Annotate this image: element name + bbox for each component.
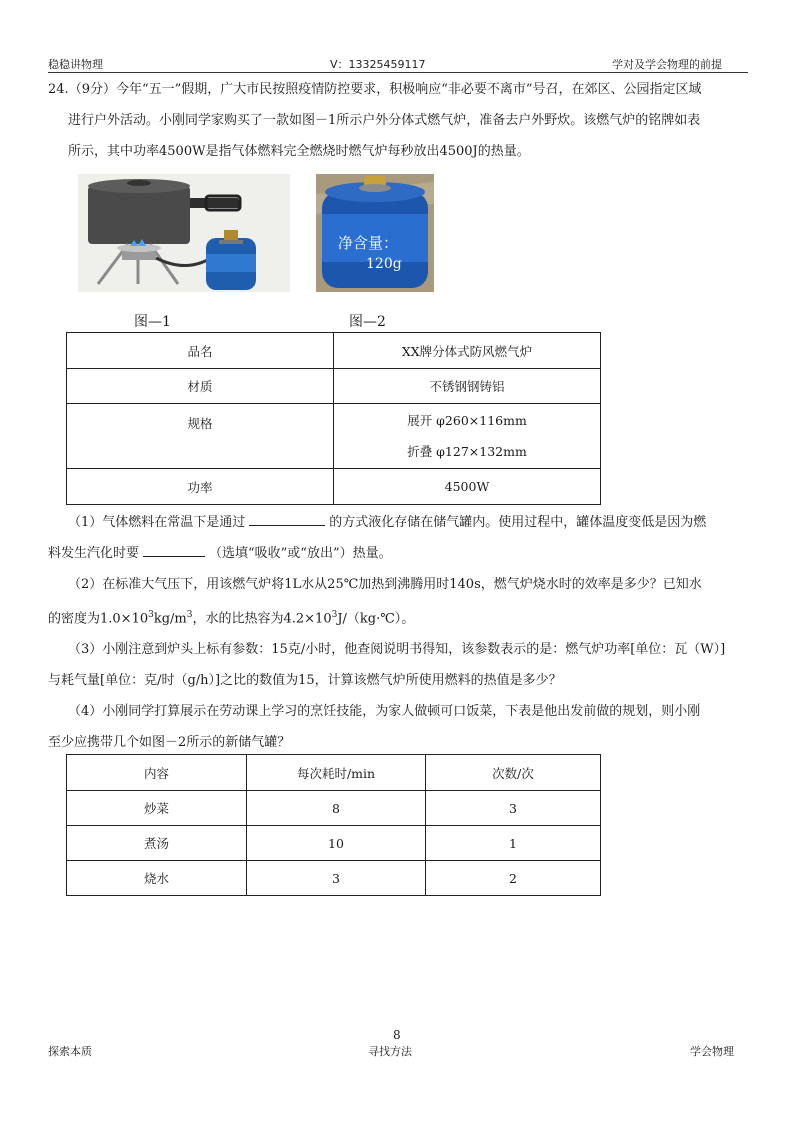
spec-value-folded: 折叠 φ127×132mm — [407, 444, 527, 459]
intro-line-3: 所示，其中功率4500W是指气体燃料完全燃烧时燃气炉每秒放出4500J的热量。 — [68, 144, 530, 159]
plan-header-count: 次数/次 — [426, 755, 601, 791]
plan-cell: 10 — [247, 826, 426, 861]
q2-sup-1: 3 — [148, 610, 154, 620]
table-row — [67, 404, 601, 469]
can-label-weight: 120g — [366, 256, 402, 272]
plan-cell: 烧水 — [67, 861, 247, 896]
plan-header-content: 内容 — [67, 755, 247, 791]
sub-questions — [48, 507, 750, 758]
spec-label: 规格 — [67, 404, 334, 469]
plan-cell: 1 — [426, 826, 601, 861]
q1-answer-blank-2[interactable] — [143, 542, 205, 557]
q3-line-1: （3）小刚注意到炉头上标有参数：15克/小时，他查阅说明书得知，该参数表示的是：燃气炉功率[单位：瓦（W）] — [68, 642, 726, 658]
table-header-row — [67, 755, 601, 791]
can-label-net-content: 净含量： — [338, 234, 399, 252]
q1-text-b: 的方式液化存储在储气罐内。使用过程中，罐体温度变低是因为燃 — [329, 515, 707, 530]
q1-text-a: （1）气体燃料在常温下是通过 — [68, 515, 246, 530]
table-row — [67, 791, 601, 826]
plan-header-time: 每次耗时/min — [247, 755, 426, 791]
q1-line-2 — [48, 538, 750, 569]
page-number: 8 — [393, 1028, 401, 1042]
header-divider — [48, 72, 748, 73]
table-row — [67, 469, 601, 505]
footer-center: 寻找方法 — [368, 1045, 412, 1058]
q2-sup-2: 3 — [186, 610, 193, 620]
plan-cell: 3 — [247, 861, 426, 896]
q3-line-2: 与耗气量[单位：克/时（g/h）]之比的数值为15，计算该燃气炉所使用燃料的热值是多少？ — [48, 673, 562, 689]
intro-line-1: 今年“五一”假期，广大市民按照疫情防控要求，积极响应“非必要不离市”号召，在郊区、公园指定区域 — [115, 82, 702, 97]
q2-text-4: J/（kg·℃）。 — [337, 611, 415, 627]
spec-value: 4500W — [334, 469, 601, 505]
plan-cell: 炒菜 — [67, 791, 247, 826]
table-row — [67, 369, 601, 404]
table-row — [67, 826, 601, 861]
figure-2-caption: 图—2 — [349, 314, 386, 330]
figure-1-caption: 图—1 — [134, 314, 171, 330]
spec-label: 材质 — [67, 369, 334, 404]
question-points: （9分） — [68, 82, 116, 97]
figure-1-stove-photo — [78, 174, 290, 292]
footer-left: 探索本质 — [48, 1045, 92, 1058]
q2-text-1: 的密度为1.0×10 — [48, 611, 149, 627]
spec-value: 不锈钢钢铸铝 — [334, 369, 601, 404]
header-left: 稳稳讲物理 — [48, 58, 103, 71]
spec-value-dimensions — [334, 404, 601, 469]
table-row — [67, 333, 601, 369]
spec-label: 品名 — [67, 333, 334, 369]
spec-table — [66, 332, 601, 505]
q2-sup-3: 3 — [331, 610, 338, 620]
intro-line-2: 进行户外活动。小刚同学家购买了一款如图－1所示户外分体式燃气炉，准备去户外野炊。该燃气炉的铭牌如表 — [68, 113, 701, 128]
plan-cell: 8 — [247, 791, 426, 826]
q4-line-2: 至少应携带几个如图－2所示的新储气罐？ — [48, 735, 291, 751]
header-center: V：13325459117 — [330, 58, 426, 71]
q4-line-1: （4）小刚同学打算展示在劳动课上学习的烹饪技能，为家人做顿可口饭菜，下表是他出发前做的规划，则小刚 — [68, 704, 701, 720]
plan-table — [66, 754, 601, 896]
q2-line-1: （2）在标准大气压下，用该燃气炉将1L水从25℃加热到沸腾用时140s，燃气炉烧水时的效率是多少？已知水 — [68, 577, 702, 592]
q2-line-2 — [48, 600, 750, 634]
q2-text-2: kg/m — [153, 611, 187, 627]
q1-text-c: 料发生汽化时要 — [48, 546, 140, 561]
question-number: 24. — [48, 82, 69, 97]
q1-line-1 — [48, 507, 750, 538]
question-intro — [48, 74, 750, 167]
plan-cell: 3 — [426, 791, 601, 826]
spec-value: XX牌分体式防风燃气炉 — [334, 333, 601, 369]
plan-cell: 煮汤 — [67, 826, 247, 861]
spec-value-unfolded: 展开 φ260×116mm — [407, 413, 527, 428]
q1-answer-blank-1[interactable] — [249, 511, 325, 526]
spec-label: 功率 — [67, 469, 334, 505]
table-row — [67, 861, 601, 896]
plan-cell: 2 — [426, 861, 601, 896]
figure-2-gas-can-photo — [316, 174, 434, 292]
footer-right: 学会物理 — [690, 1045, 734, 1058]
q2-text-3: ，水的比热容为4.2×10 — [192, 611, 332, 627]
header-right: 学对及学会物理的前提 — [612, 58, 722, 71]
q1-text-d: （选填“吸收”或“放出”）热量。 — [209, 546, 392, 561]
